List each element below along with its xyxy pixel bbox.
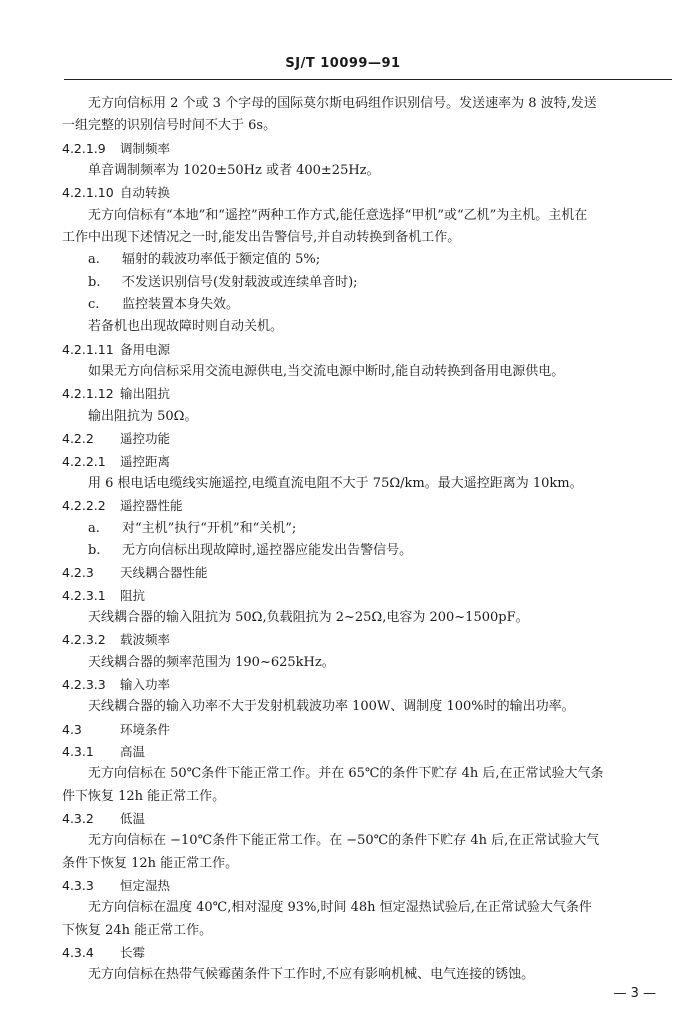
section-title: 遥控距离 [120,453,171,469]
paragraph-continuation: 下恢复 24h 能正常工作。 [62,922,213,938]
section-title: 遥控器性能 [120,498,183,514]
paragraph-continuation: 一组完整的识别信号时间不大于 6s。 [62,118,277,134]
section-title: 环境条件 [120,721,171,737]
list-item [62,540,672,562]
paragraph-line: 单音调制频率为 1020±50Hz 或者 400±25Hz。 [88,163,380,179]
section-number: 4.2.2 [62,431,94,447]
section-number: 4.3 [62,721,82,737]
list-marker: c. [88,297,100,313]
section-title: 输出阻抗 [120,386,171,402]
section-heading [62,719,672,741]
section-heading [62,138,672,160]
section-number: 4.2.2.1 [62,453,106,469]
section-heading [62,629,672,651]
paragraph-line: 无方向信标在热带气候霉菌条件下工作时,不应有影响机械、电气连接的锈蚀。 [88,967,535,983]
section-title: 遥控功能 [120,431,171,447]
paragraph-line: 无方向信标在温度 40℃,相对湿度 93%,时间 48h 恒定湿热试验后,在正常试验大气条件 [88,900,592,916]
paragraph-line: 如果无方向信标采用交流电源供电,当交流电源中断时,能自动转换到备用电源供电。 [88,364,565,380]
section-heading [62,875,672,897]
paragraph-line: 无方向信标在 −10℃条件下能正常工作。在 −50℃的条件下贮存 4h 后,在正常试验大气 [88,833,600,849]
section-heading [62,495,672,517]
section-title: 阻抗 [120,587,146,603]
paragraph-line: 天线耦合器的频率范围为 190~625kHz。 [88,654,335,670]
section-title: 低温 [120,811,146,826]
paragraph-continuation: 条件下恢复 12h 能正常工作。 [62,855,239,871]
list-item-text: 辐射的载波功率低于额定值的 5%; [122,252,321,268]
section-number: 4.2.1.11 [62,341,114,357]
section-heading [62,942,672,964]
paragraph-line: 无方向信标有“本地”和“遥控”两种工作方式,能任意选择“甲机”或“乙机”为主机。主机在 [88,207,588,223]
paragraph-line: 用 6 根电话电缆线实施遥控,电缆直流电阻不大于 75Ω/km。最大遥控距离为 10km。 [88,475,583,491]
section-title: 天线耦合器性能 [120,565,208,581]
paragraph-continuation: 件下恢复 12h 能正常工作。 [62,788,226,804]
section-title: 备用电源 [120,341,171,357]
list-marker: a. [88,252,100,268]
section-title: 长霉 [120,945,146,961]
section-number: 4.2.3 [62,565,94,581]
list-marker: b. [88,542,101,558]
section-title: 高温 [120,743,146,759]
section-number: 4.2.1.12 [62,386,114,402]
paragraph-line: 无方向信标在 50℃条件下能正常工作。并在 65℃的条件下贮存 4h 后,在正常试验大气条 [88,766,604,782]
paragraph-continuation: 工作中出现下述情况之一时,能发出告警信号,并自动转换到备机工作。 [62,230,461,246]
section-title: 调制频率 [120,140,171,156]
section-number: 4.2.3.1 [62,587,106,603]
section-heading [62,585,672,607]
paragraph-line: 天线耦合器的输入阻抗为 50Ω,负载阻抗为 2~25Ω,电容为 200~1500pF。 [88,609,529,625]
list-item [62,249,672,271]
list-item-text: 对“主机”执行“开机”和“关机”; [122,520,297,536]
list-marker: a. [88,520,100,536]
section-heading [62,182,672,204]
list-item [62,272,672,294]
section-title: 载波频率 [120,632,171,648]
list-item-text: 不发送识别信号(发射载波或连续单音时); [122,274,358,290]
list-item-text: 监控装置本身失效。 [122,297,240,313]
section-heading [62,383,672,405]
section-heading [62,674,672,696]
list-marker: b. [88,274,101,290]
section-number: 4.2.2.2 [62,498,106,514]
page-number: — 3 — [613,986,656,1001]
section-title: 恒定湿热 [120,878,171,894]
section-number: 4.3.2 [62,811,94,826]
section-number: 4.3.1 [62,743,94,759]
paragraph-line: 输出阻抗为 50Ω。 [88,408,198,424]
section-number: 4.2.1.10 [62,185,114,201]
paragraph-line: 若备机也出现故障时则自动关机。 [88,319,284,335]
list-item-text: 无方向信标出现故障时,遥控器应能发出告警信号。 [122,542,413,558]
paragraph-line: 无方向信标用 2 个或 3 个字母的国际莫尔斯电码组作识别信号。发送速率为 8 波特,发送 [88,96,597,111]
standard-code-header: SJ/T 10099—91 [285,56,401,71]
list-item [62,518,672,540]
section-number: 4.2.3.2 [62,632,106,648]
section-number: 4.3.4 [62,945,94,961]
section-heading [62,339,672,361]
section-title: 输入功率 [120,676,171,692]
section-number: 4.3.3 [62,878,94,894]
section-heading [62,741,672,763]
section-number: 4.2.1.9 [62,140,106,156]
section-heading [62,562,672,584]
section-heading [62,451,672,473]
section-heading [62,428,672,450]
paragraph-line: 天线耦合器的输入功率不大于发射机载波功率 100W、调制度 100%时的输出功率。 [88,699,575,715]
section-heading [62,808,672,830]
section-title: 自动转换 [120,185,171,201]
list-item [62,294,672,316]
document-body [62,93,672,987]
header-rule [64,79,672,80]
section-number: 4.2.3.3 [62,676,106,692]
